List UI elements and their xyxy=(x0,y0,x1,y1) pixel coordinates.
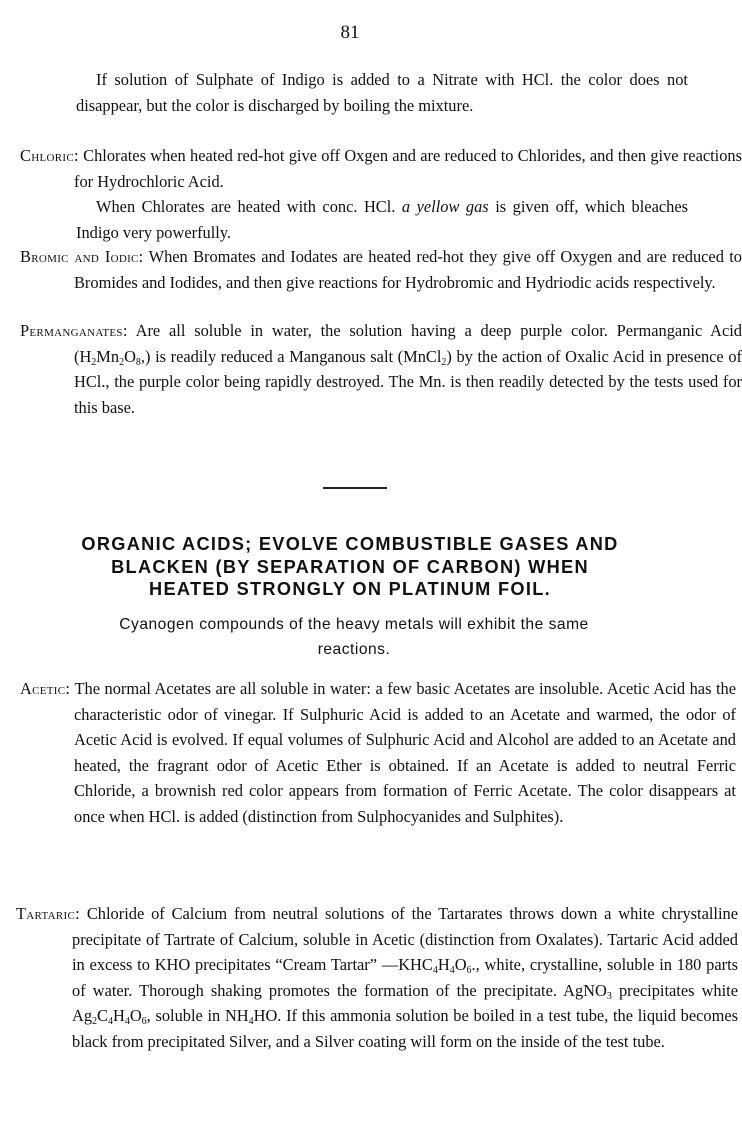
acetic-entry xyxy=(20,676,736,830)
tartaric-text: H xyxy=(112,1006,125,1026)
tartaric-text: HO. If this ammonia solution be boiled in a test tube, the liquid becomes black from precipitated Silver, and a Silver coating will form on the inside of the test tube. xyxy=(72,1006,738,1051)
tartaric-label: Tartaric: xyxy=(16,904,81,923)
tartaric-text: C xyxy=(97,1006,108,1026)
subscript: 4 xyxy=(449,965,455,977)
subscript: 4 xyxy=(107,1016,113,1028)
permanganates-text: ) by the action of Oxalic Acid in presence of HCl., the purple color being rapidly destroyed. The Mn. is then readily detected by the tests used for this base. xyxy=(74,346,742,417)
section-heading xyxy=(20,533,680,601)
permanganates-label: Permanganates: xyxy=(20,321,128,340)
permanganates-text: Are all soluble in water, the solution having a deep purple color. Permanganic Acid (H xyxy=(74,321,742,366)
section-heading-line: BLACKEN (BY SEPARATION OF CARBON) WHEN xyxy=(111,556,589,577)
tartaric-text: , soluble in NH xyxy=(146,1006,249,1026)
chloric-note-after: is given off, which bleaches Indigo very powerfully. xyxy=(76,197,688,242)
tartaric-text: O xyxy=(129,1006,142,1026)
permanganates-text: Mn xyxy=(96,346,120,366)
chloric-label: Chloric: xyxy=(20,146,79,165)
chloric-note-italic: a yellow gas xyxy=(401,197,489,216)
subscript: 4 xyxy=(124,1016,130,1028)
section-heading-line: ORGANIC ACIDS; EVOLVE COMBUSTIBLE GASES AND xyxy=(81,534,619,554)
page-number: 81 xyxy=(340,22,360,43)
permanganates-text: O xyxy=(124,346,136,366)
subscript: 2 xyxy=(441,356,447,368)
subscript: 2 xyxy=(119,356,125,368)
subscript: 3 xyxy=(606,990,612,1002)
tartaric-text: precipitates white Ag xyxy=(72,980,738,1026)
chloric-note xyxy=(76,194,688,245)
chloric-entry xyxy=(20,143,742,194)
section-divider xyxy=(323,487,387,489)
subheading-line: Cyanogen compounds of the heavy metals will exhibit the same xyxy=(119,616,589,633)
tartaric-text: Chloride of Calcium from neutral solutions of the Tartarates throws down a white chrystalline precipitate of Tartrate of Calcium, soluble in Acetic (distinction from Oxalates). Tartaric Acid added in excess to KHO precipitates “Cream Tartar” —KHC xyxy=(72,904,738,975)
subscript: 2 xyxy=(91,356,97,368)
section-heading-line: HEATED STRONGLY ON PLATINUM FOIL. xyxy=(149,579,551,599)
permanganates-entry xyxy=(20,318,742,420)
tartaric-text: O xyxy=(454,955,467,975)
tartaric-text: H xyxy=(437,955,450,975)
subscript: 6 xyxy=(141,1016,147,1028)
bromic-entry xyxy=(20,244,742,295)
bromic-text: When Bromates and Iodates are heated red-hot they give off Oxygen and are reduced to Bromides and Iodides, and then give reactions for Hydrobromic and Hydriodic acids respectively. xyxy=(74,247,742,292)
subscript: 2 xyxy=(92,1016,98,1028)
section-subheading xyxy=(34,612,674,662)
tartaric-text: ., white, crystalline, soluble in 180 parts of water. Thorough shaking promotes the formation of the precipitate. AgNO xyxy=(72,955,739,1000)
bromic-label: Bromic and Iodic: xyxy=(20,247,144,266)
tartaric-entry xyxy=(16,901,738,1055)
chloric-text: Chlorates when heated red-hot give off Oxgen and are reduced to Chlorides, and then give reactions for Hydrochloric Acid. xyxy=(74,146,742,191)
chloric-note-before: When Chlorates are heated with conc. HCl. xyxy=(96,197,396,216)
subscript: 8 xyxy=(135,356,141,368)
acetic-text: The normal Acetates are all soluble in water: a few basic Acetates are insoluble. Acetic Acid has the characteristic odor of vinegar. If Sulphuric Acid is added to an Acetate and warmed, the odor of Acetic Acid is evolved. If equal volumes of Sulphuric Acid and Alcohol are added to an Acetate and heated, the fragrant odor of Acetic Ether is obtained. If an Acetate is added to neutral Ferric Chloride, a brownish red color appears from formation of Ferric Acetate. The color disappears at once when HCl. is added (distinction from Sulphocyanides and Sulphites). xyxy=(74,679,736,826)
subscript: 4 xyxy=(432,965,438,977)
subscript: 4 xyxy=(248,1016,254,1028)
acetic-label: Acetic: xyxy=(20,679,71,698)
indigo-note: If solution of Sulphate of Indigo is added to a Nitrate with HCl. the color does not disappear, but the color is discharged by boiling the mixture. xyxy=(76,70,688,115)
permanganates-text: ,) is readily reduced a Manganous salt (MnCl xyxy=(140,346,442,366)
subheading-line: reactions. xyxy=(317,641,391,658)
subscript: 6 xyxy=(466,965,472,977)
